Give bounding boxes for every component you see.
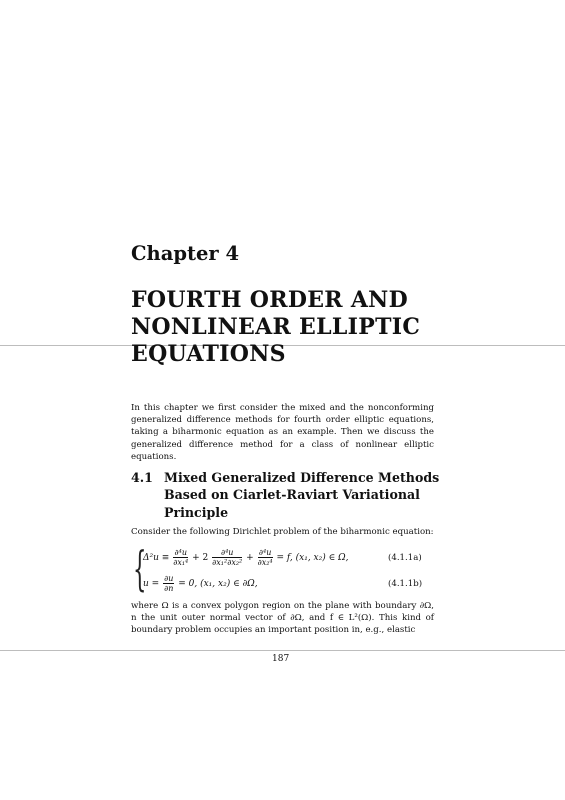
eq1-tag: (4.1.1a) (388, 553, 422, 563)
chapter-label: Chapter 4 (131, 242, 240, 265)
chapter-title-line-2: NONLINEAR ELLIPTIC (131, 314, 421, 340)
eq1-frac2-den: ∂x₁²∂x₂² (212, 558, 243, 567)
eq2-frac-num: ∂u (164, 574, 174, 583)
page-number: 187 (272, 654, 290, 664)
eq2-fraction (163, 574, 174, 593)
eq1-frac1-den: ∂x₁⁴ (173, 558, 189, 567)
eq1-fraction-2 (212, 548, 242, 567)
chapter-title-line-3: EQUATIONS (131, 341, 286, 367)
eq1-frac1-num: ∂⁴u (174, 548, 187, 557)
equation-brace: { (133, 542, 147, 597)
intro-paragraph: In this chapter we first consider the mixed and the nonconforming generalized difference methods for fourth order elliptic equations, taking a biharmonic equation as an example. Then we discuss the generalized difference method for a class of nonlinear elliptic equations. (131, 403, 434, 462)
eq1-lhs: Δ²u ≡ (143, 553, 170, 563)
section-number: 4.1 (131, 470, 153, 485)
eq1-plus: + (246, 553, 254, 563)
eq1-fraction-3 (258, 548, 273, 567)
scan-rule-bottom (0, 650, 565, 651)
after-paragraph: where Ω is a convex polygon region on the plane with boundary ∂Ω, n the unit outer normal vector of ∂Ω, and f ∈ L²(Ω). This kind of boundary problem occupies an important position in, e.g., elastic (131, 601, 434, 636)
eq2-frac-den: ∂n (164, 584, 174, 593)
chapter-title-line-1: FOURTH ORDER AND (131, 287, 408, 313)
equation-4-1-1a (143, 548, 348, 567)
equation-4-1-1b (143, 574, 258, 593)
eq1-frac3-den: ∂x₂⁴ (257, 558, 273, 567)
eq1-plus2: + 2 (192, 553, 209, 563)
eq2-tag: (4.1.1b) (388, 579, 423, 589)
eq2-lhs: u = (143, 579, 160, 589)
eq2-rhs: = 0, (x₁, x₂) ∈ ∂Ω, (178, 579, 258, 589)
eq1-frac3-num: ∂⁴u (258, 548, 272, 557)
eq1-rhs: = f, (x₁, x₂) ∈ Ω, (276, 553, 349, 563)
eq1-fraction-1 (173, 548, 188, 567)
lead-in-text: Consider the following Dirichlet problem of the biharmonic equation: (131, 527, 434, 537)
eq1-frac2-num: ∂⁴u (212, 548, 242, 558)
section-title: Mixed Generalized Difference Methods Based on Ciarlet-Raviart Variational Principle (164, 470, 440, 520)
